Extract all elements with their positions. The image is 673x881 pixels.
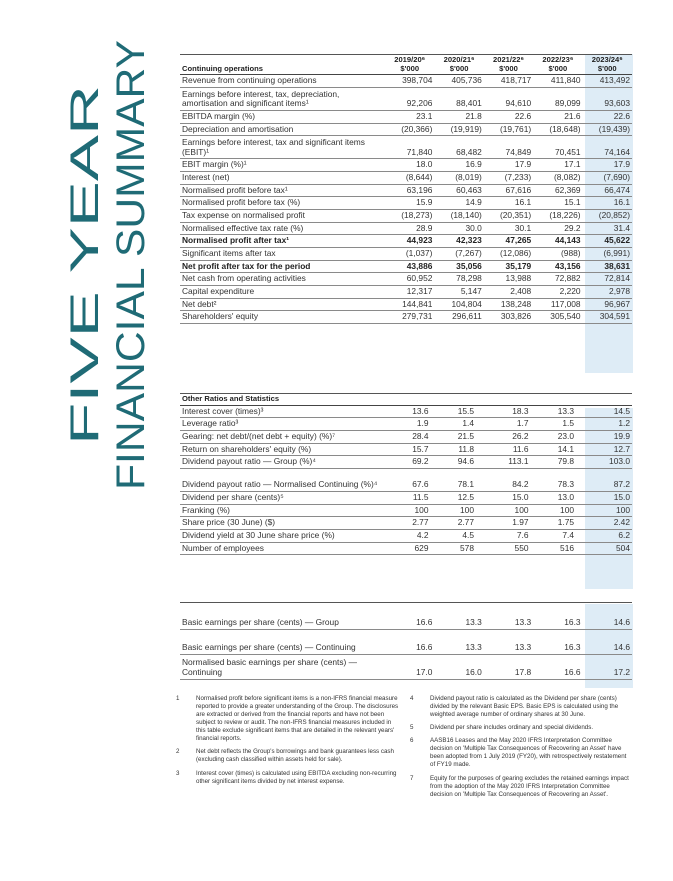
cell-value: 578 <box>431 542 477 555</box>
cell-value: (6,991) <box>583 248 632 261</box>
cell-value: 67,616 <box>484 184 533 197</box>
table-row <box>180 418 632 431</box>
footnote-number: 7 <box>410 774 414 782</box>
cell-value: 16.6 <box>385 629 434 654</box>
cell-value: 23.0 <box>531 431 577 444</box>
cell-value: 47,265 <box>484 235 533 248</box>
table-top-rule-3 <box>180 602 632 603</box>
unit-label: $'000 <box>597 63 617 73</box>
footnote <box>176 748 401 764</box>
table-row <box>180 248 632 261</box>
table-row <box>180 235 632 248</box>
footnotes-left <box>176 695 401 791</box>
row-label: Dividend yield at 30 June share price (%) <box>180 529 385 542</box>
table-row <box>180 456 632 469</box>
cell-value: 413,492 <box>583 75 632 88</box>
cell-value: 16.6 <box>385 604 434 629</box>
row-label: Normalised basic earnings per share (cents) — Continuing <box>180 654 385 679</box>
cell-value: 418,717 <box>484 75 533 88</box>
cell-value: 84.2 <box>476 469 531 492</box>
side-title-line-1: FIVE YEAR <box>63 236 107 445</box>
table-row <box>180 629 632 654</box>
table-row <box>180 529 632 542</box>
row-label: Basic earnings per share (cents) — Group <box>180 604 385 629</box>
cell-value: 35,179 <box>484 260 533 273</box>
cell-value: 44,143 <box>533 235 582 248</box>
unit-label: $'000 <box>400 63 420 73</box>
year-column-header <box>533 55 582 75</box>
cell-value: (19,761) <box>484 123 533 136</box>
cell-value: 22.6 <box>583 111 632 124</box>
row-label: Number of employees <box>180 542 385 555</box>
cell-value: 11.5 <box>385 492 431 505</box>
cell-value: 1.5 <box>531 418 577 431</box>
cell-value: 11.6 <box>476 443 531 456</box>
table-row <box>180 469 632 492</box>
cell-value: 30.0 <box>434 222 483 235</box>
cell-value: 78.1 <box>431 469 477 492</box>
cell-value: 17.9 <box>583 159 632 172</box>
cell-value: 42,323 <box>434 235 483 248</box>
cell-value: (7,233) <box>484 172 533 185</box>
cell-value: 16.9 <box>434 159 483 172</box>
table-row <box>180 542 632 555</box>
table-row <box>180 405 632 418</box>
cell-value: 504 <box>576 542 632 555</box>
table-row <box>180 172 632 185</box>
other-ratios-heading: Other Ratios and Statistics <box>180 394 385 405</box>
cell-value: 21.6 <box>533 111 582 124</box>
cell-value: 15.0 <box>576 492 632 505</box>
row-label: Share price (30 June) ($) <box>180 517 385 530</box>
cell-value: 18.0 <box>385 159 434 172</box>
cell-value: 296,611 <box>434 311 483 324</box>
cell-value: 5,147 <box>434 285 483 298</box>
cell-value: 15.5 <box>431 405 477 418</box>
cell-value: 72,814 <box>583 273 632 286</box>
row-label: Basic earnings per share (cents) — Continuing <box>180 629 385 654</box>
cell-value: (20,351) <box>484 210 533 223</box>
cell-value: 89,099 <box>533 88 582 111</box>
row-label: Capital expenditure <box>180 285 385 298</box>
footnote <box>410 774 632 799</box>
footnote-number: 1 <box>176 695 180 702</box>
cell-value: 17.8 <box>484 654 533 679</box>
row-label: Dividend payout ratio — Normalised Continuing (%)⁴ <box>180 469 385 492</box>
table-row <box>180 159 632 172</box>
unit-label: $'000 <box>499 63 518 73</box>
cell-value: 405,736 <box>434 75 483 88</box>
cell-value: 1.9 <box>385 418 431 431</box>
row-label: Dividend per share (cents)⁵ <box>180 492 385 505</box>
cell-value: 70,451 <box>533 136 582 159</box>
cell-value: 15.9 <box>385 197 434 210</box>
other-ratios-header-row <box>180 394 632 405</box>
cell-value: (7,267) <box>434 248 483 261</box>
unit-label: $'000 <box>548 63 568 73</box>
row-label: Net profit after tax for the period <box>180 260 385 273</box>
cell-value: 138,248 <box>484 298 533 311</box>
cell-value: 100 <box>385 504 431 517</box>
row-label: Return on shareholders' equity (%) <box>180 443 385 456</box>
cell-value: 72,882 <box>533 273 582 286</box>
cell-value: 12.5 <box>431 492 477 505</box>
cell-value: 103.0 <box>576 456 632 469</box>
table-row <box>180 311 632 324</box>
footnote-number: 4 <box>410 695 414 702</box>
side-title <box>60 35 150 495</box>
table-row <box>180 604 632 629</box>
cell-value: (18,648) <box>533 123 582 136</box>
cell-value: 4.5 <box>431 529 477 542</box>
cell-value: 7.4 <box>531 529 577 542</box>
table-row <box>180 123 632 136</box>
eps-table <box>180 604 632 680</box>
table-row <box>180 184 632 197</box>
footnote-text: Net debt reflects the Group's borrowings and bank guarantees less cash (excluding cash classified within assets held for sale). <box>196 748 394 764</box>
side-title-line-2: FINANCIAL SUMMARY <box>109 67 150 491</box>
continuing-operations-table <box>180 55 632 324</box>
cell-value: 516 <box>531 542 577 555</box>
year-label: 2020/21⁶ <box>443 55 475 64</box>
cell-value: 74,164 <box>583 136 632 159</box>
cell-value: (8,082) <box>533 172 582 185</box>
footnote-number: 5 <box>410 724 414 732</box>
cell-value: 62,369 <box>533 184 582 197</box>
cell-value: 113.1 <box>476 456 531 469</box>
cell-value: 67.6 <box>385 469 431 492</box>
footnote-number: 3 <box>176 769 180 777</box>
table-row <box>180 75 632 88</box>
cell-value: 29.2 <box>533 222 582 235</box>
cell-value: 92,206 <box>385 88 434 111</box>
cell-value: (18,140) <box>434 210 483 223</box>
cell-value: 2.77 <box>431 517 477 530</box>
cell-value: 13.0 <box>531 492 577 505</box>
other-ratios-table <box>180 394 632 555</box>
footnote-text: Interest cover (times) is calculated using EBITDA excluding non-recurring other significant items divided by net interest expense. <box>196 769 397 785</box>
cell-value: 38,631 <box>583 260 632 273</box>
cell-value: 1.4 <box>431 418 477 431</box>
cell-value: 43,886 <box>385 260 434 273</box>
cell-value: 69.2 <box>385 456 431 469</box>
row-label: Normalised profit after tax¹ <box>180 235 385 248</box>
footnote <box>176 769 401 786</box>
cell-value: 96,967 <box>583 298 632 311</box>
cell-value: 19.9 <box>576 431 632 444</box>
cell-value: 2,220 <box>533 285 582 298</box>
footnotes-right <box>410 695 632 804</box>
cell-value: 1.7 <box>476 418 531 431</box>
cell-value: 16.1 <box>583 197 632 210</box>
row-label: Interest cover (times)³ <box>180 405 385 418</box>
cell-value: 16.6 <box>533 654 582 679</box>
cell-value: 63,196 <box>385 184 434 197</box>
cell-value: 22.6 <box>484 111 533 124</box>
cell-value: (1,037) <box>385 248 434 261</box>
year-label: 2022/23⁶ <box>542 55 574 64</box>
cell-value: 13.3 <box>484 629 533 654</box>
cell-value: 16.1 <box>484 197 533 210</box>
cell-value: 303,826 <box>484 311 533 324</box>
cell-value: 4.2 <box>385 529 431 542</box>
cell-value: 550 <box>476 542 531 555</box>
cell-value: 17.9 <box>484 159 533 172</box>
cell-value: (19,919) <box>434 123 483 136</box>
cell-value: 94,610 <box>484 88 533 111</box>
cell-value: 14.6 <box>583 629 632 654</box>
table-row <box>180 492 632 505</box>
cell-value: 13.3 <box>484 604 533 629</box>
cell-value: 68,482 <box>434 136 483 159</box>
cell-value: 13.3 <box>434 604 483 629</box>
table-row <box>180 443 632 456</box>
footnote-text: Normalised profit before significant items is a non-IFRS financial measure reported to provide a greater understanding of the Group. The disclosures are extracted or derived from the financial reports and have not been subject to review or audit. The non-IFRS financial measures included in this table exclude significant items that are detailed in the relevant years' financial reports. <box>196 695 399 743</box>
cell-value: 26.2 <box>476 431 531 444</box>
cell-value: 28.4 <box>385 431 431 444</box>
cell-value: 117,008 <box>533 298 582 311</box>
cell-value: 16.3 <box>533 604 582 629</box>
cell-value: (8,019) <box>434 172 483 185</box>
row-label: Depreciation and amortisation <box>180 123 385 136</box>
cell-value: 17.0 <box>385 654 434 679</box>
cell-value: 13.3 <box>531 405 577 418</box>
year-column-header <box>385 55 434 75</box>
cell-value: 13.6 <box>385 405 431 418</box>
cell-value: 45,622 <box>583 235 632 248</box>
cell-value: 14.6 <box>583 604 632 629</box>
row-label: Revenue from continuing operations <box>180 75 385 88</box>
cell-value: 71,840 <box>385 136 434 159</box>
cell-value: 144,841 <box>385 298 434 311</box>
cell-value: (20,366) <box>385 123 434 136</box>
cell-value: 31.4 <box>583 222 632 235</box>
cell-value: 12.7 <box>576 443 632 456</box>
cell-value: 30.1 <box>484 222 533 235</box>
row-label: Normalised effective tax rate (%) <box>180 222 385 235</box>
table-row <box>180 88 632 111</box>
cell-value: 17.1 <box>533 159 582 172</box>
table-row <box>180 111 632 124</box>
cell-value: 305,540 <box>533 311 582 324</box>
cell-value: 78,298 <box>434 273 483 286</box>
row-label: Franking (%) <box>180 504 385 517</box>
row-label: Dividend payout ratio — Group (%)⁴ <box>180 456 385 469</box>
cell-value: 2,978 <box>583 285 632 298</box>
cell-value: 279,731 <box>385 311 434 324</box>
cell-value: 94.6 <box>431 456 477 469</box>
year-label: 2021/22⁶ <box>493 55 524 64</box>
cell-value: (12,086) <box>484 248 533 261</box>
cell-value: 66,474 <box>583 184 632 197</box>
cell-value: 79.8 <box>531 456 577 469</box>
cell-value: 13.3 <box>434 629 483 654</box>
cell-value: 17.2 <box>583 654 632 679</box>
cell-value: 100 <box>431 504 477 517</box>
cell-value: (988) <box>533 248 582 261</box>
cell-value: (18,273) <box>385 210 434 223</box>
table-row <box>180 298 632 311</box>
cell-value: 304,591 <box>583 311 632 324</box>
cell-value: 411,840 <box>533 75 582 88</box>
table-row <box>180 210 632 223</box>
cell-value: 12,317 <box>385 285 434 298</box>
row-label: Normalised profit before tax¹ <box>180 184 385 197</box>
cell-value: 60,463 <box>434 184 483 197</box>
table-row <box>180 273 632 286</box>
table-row <box>180 504 632 517</box>
table-row <box>180 197 632 210</box>
cell-value: 28.9 <box>385 222 434 235</box>
row-label: Significant items after tax <box>180 248 385 261</box>
cell-value: 13,988 <box>484 273 533 286</box>
year-label: 2023/24⁶ <box>591 55 623 64</box>
cell-value: 21.5 <box>431 431 477 444</box>
table-header-row <box>180 55 632 75</box>
cell-value: 1.75 <box>531 517 577 530</box>
footnote <box>176 695 401 743</box>
cell-value: 15.0 <box>476 492 531 505</box>
table-row <box>180 285 632 298</box>
year-column-header <box>434 55 483 75</box>
cell-value: 14.9 <box>434 197 483 210</box>
cell-value: 100 <box>531 504 577 517</box>
unit-label: $'000 <box>449 63 469 73</box>
cell-value: 88,401 <box>434 88 483 111</box>
footnote <box>410 737 632 769</box>
row-label: Earnings before interest, tax, depreciation, amortisation and significant items¹ <box>180 88 385 111</box>
cell-value: (8,644) <box>385 172 434 185</box>
cell-value: 60,952 <box>385 273 434 286</box>
cell-value: 1.2 <box>576 418 632 431</box>
cell-value: 398,704 <box>385 75 434 88</box>
cell-value: (19,439) <box>583 123 632 136</box>
row-label: Shareholders' equity <box>180 311 385 324</box>
footnote-text: AASB16 Leases and the May 2020 IFRS Interpretation Committee decision on 'Multiple Tax Consequences of Recovering an Asset' have been adopted from 1 July 2019 (FY20), with retrospectively restatement of FY19 made. <box>430 737 627 769</box>
cell-value: 21.8 <box>434 111 483 124</box>
cell-value: 2.77 <box>385 517 431 530</box>
cell-value: 16.3 <box>533 629 582 654</box>
footnote-number: 6 <box>410 737 414 745</box>
row-label: Normalised profit before tax (%) <box>180 197 385 210</box>
cell-value: 44,923 <box>385 235 434 248</box>
cell-value: 2.42 <box>576 517 632 530</box>
cell-value: 23.1 <box>385 111 434 124</box>
continuing-operations-heading: Continuing operations <box>180 55 385 75</box>
footnote <box>410 695 632 719</box>
table-row <box>180 260 632 273</box>
cell-value: (20,852) <box>583 210 632 223</box>
footnote <box>410 724 632 732</box>
cell-value: 15.1 <box>533 197 582 210</box>
year-column-header <box>583 55 632 75</box>
row-label: Tax expense on normalised profit <box>180 210 385 223</box>
footnote-text: Equity for the purposes of gearing excludes the retained earnings impact from the adoption of the May 2020 IFRS Interpretation Committee decision on 'Multiple Tax Consequences of Recovering an Asset'. <box>430 774 629 798</box>
table-row <box>180 222 632 235</box>
table-row <box>180 136 632 159</box>
cell-value: 93,603 <box>583 88 632 111</box>
cell-value: 7.6 <box>476 529 531 542</box>
cell-value: 100 <box>576 504 632 517</box>
row-label: Gearing: net debt/(net debt + equity) (%)⁷ <box>180 431 385 444</box>
cell-value: 629 <box>385 542 431 555</box>
row-label: Earnings before interest, tax and significant items (EBIT)¹ <box>180 136 385 159</box>
year-column-header <box>484 55 533 75</box>
table-row <box>180 431 632 444</box>
cell-value: (7,690) <box>583 172 632 185</box>
cell-value: 35,056 <box>434 260 483 273</box>
footnote-number: 2 <box>176 748 180 756</box>
table-row <box>180 517 632 530</box>
row-label: Net cash from operating activities <box>180 273 385 286</box>
row-label: Leverage ratio³ <box>180 418 385 431</box>
cell-value: 18.3 <box>476 405 531 418</box>
cell-value: 74,849 <box>484 136 533 159</box>
row-label: Net debt² <box>180 298 385 311</box>
table-row <box>180 654 632 679</box>
cell-value: 14.1 <box>531 443 577 456</box>
cell-value: 16.0 <box>434 654 483 679</box>
row-label: EBIT margin (%)¹ <box>180 159 385 172</box>
row-label: EBITDA margin (%) <box>180 111 385 124</box>
footnote-text: Dividend per share includes ordinary and special dividends. <box>430 724 594 732</box>
cell-value: 43,156 <box>533 260 582 273</box>
cell-value: 11.8 <box>431 443 477 456</box>
cell-value: 78.3 <box>531 469 577 492</box>
cell-value: 1.97 <box>476 517 531 530</box>
cell-value: 100 <box>476 504 531 517</box>
row-label: Interest (net) <box>180 172 385 185</box>
cell-value: 104,804 <box>434 298 483 311</box>
cell-value: 6.2 <box>576 529 632 542</box>
footnote-text: Dividend payout ratio is calculated as the Dividend per share (cents) divided by the relevant Basic EPS. Basic EPS is calculated using the weighted average number of ordinary shares at 30 June. <box>430 695 619 719</box>
cell-value: (18,226) <box>533 210 582 223</box>
cell-value: 14.5 <box>576 405 632 418</box>
cell-value: 15.7 <box>385 443 431 456</box>
year-label: 2019/20⁶ <box>394 55 426 64</box>
cell-value: 2,408 <box>484 285 533 298</box>
cell-value: 87.2 <box>576 469 632 492</box>
